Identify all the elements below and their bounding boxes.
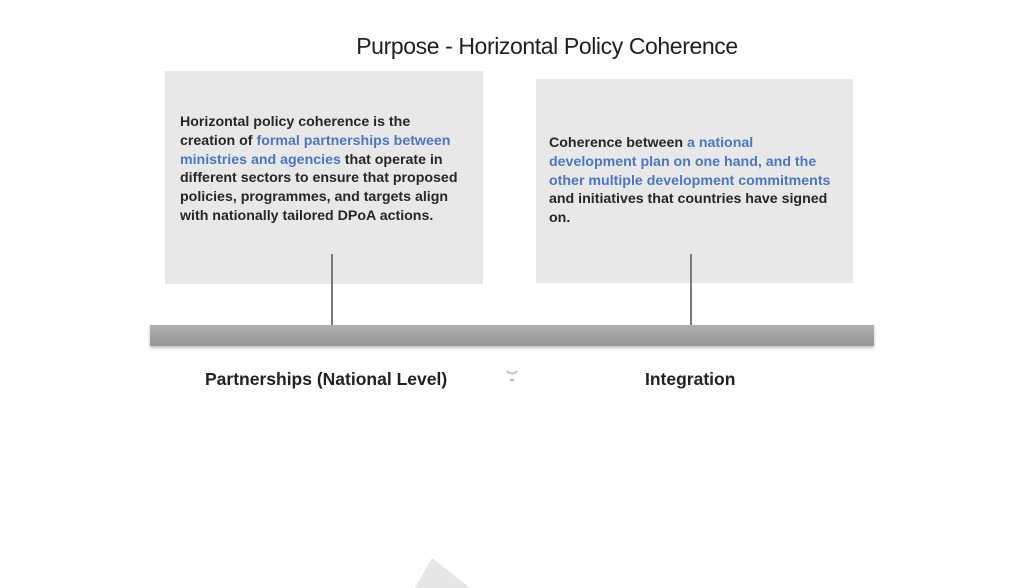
page-title: Purpose - Horizontal Policy Coherence (356, 33, 738, 59)
card-text-segment: that operate in different sectors to ensure that proposed policies, programmes, and targets align with nationally tailored DPoA actions. (180, 151, 458, 224)
milestone-label-partnerships: Partnerships (National Level) (205, 369, 448, 389)
decorative-shape-icon (410, 558, 470, 588)
card-horizontal-coherence (165, 71, 483, 284)
card-text-highlight: a national development plan on one hand, and the other multiple development commitments (549, 135, 831, 189)
card-text (549, 134, 841, 228)
card-text-highlight: formal partnerships between ministries and agencies (180, 132, 451, 168)
card-text-segment: Horizontal policy coherence is the creation of (180, 114, 411, 149)
card-text (180, 113, 469, 226)
card-integration (536, 79, 853, 283)
milestone-label-integration: Integration (645, 369, 736, 389)
card-text-segment: Coherence between (549, 135, 687, 151)
timeline-bar (150, 325, 874, 346)
decorative-mark-icon (505, 367, 519, 385)
card-text-segment: and initiatives that countries have signed on. (549, 191, 828, 227)
